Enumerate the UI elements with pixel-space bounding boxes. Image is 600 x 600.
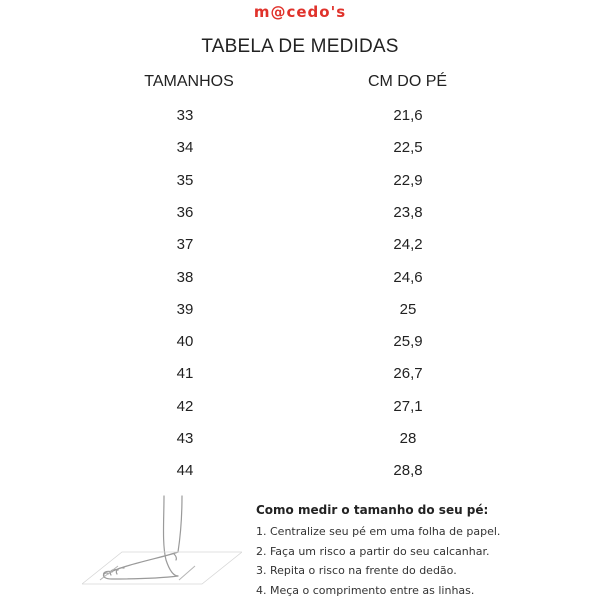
size-value: 34: [176, 139, 194, 157]
table-row: [0, 430, 600, 462]
cm-value: 21,6: [393, 107, 423, 124]
size-value: 35: [176, 171, 194, 189]
table-row: [0, 107, 600, 139]
table-row: [0, 398, 600, 430]
cm-value: 24,2: [393, 236, 423, 254]
table-row: [0, 269, 600, 301]
page-title: TABELA DE MEDIDAS: [201, 36, 399, 57]
size-value: 43: [176, 430, 194, 447]
size-value: 42: [176, 397, 194, 415]
foot-measure-icon: [82, 494, 242, 594]
instruction-step: 2. Faça um risco a partir do seu calcanhar.: [256, 544, 490, 558]
size-value: 44: [176, 462, 194, 480]
instructions-heading: Como medir o tamanho do seu pé:: [256, 503, 489, 517]
table-row: [0, 301, 600, 333]
table-row: [0, 462, 600, 494]
instruction-step: 3. Repita o risco na frente do dedão.: [256, 564, 457, 577]
instructions-steps: [256, 522, 596, 600]
cm-value: 28: [399, 430, 417, 447]
table-row: [0, 139, 600, 171]
cm-value: 24,6: [393, 268, 423, 286]
brand-logo: m@cedo's: [253, 3, 347, 21]
size-value: 38: [176, 268, 194, 286]
cm-value: 28,8: [393, 462, 423, 480]
table-row: [0, 236, 600, 268]
instruction-step: 4. Meça o comprimento entre as linhas.: [256, 583, 475, 597]
column-header-size: TAMANHOS: [144, 73, 234, 90]
cm-value: 22,9: [393, 171, 423, 189]
instruction-step: 1. Centralize seu pé em uma folha de papel.: [256, 525, 501, 538]
size-value: 37: [176, 236, 194, 254]
table-row: [0, 172, 600, 204]
table-row: [0, 365, 600, 397]
size-value: 33: [176, 107, 194, 124]
size-value: 36: [176, 203, 194, 221]
cm-value: 25: [399, 300, 417, 318]
cm-value: 25,9: [393, 333, 423, 351]
cm-value: 26,7: [393, 365, 423, 383]
size-value: 41: [176, 365, 194, 383]
size-value: 39: [176, 300, 194, 318]
table-row: [0, 333, 600, 365]
cm-value: 22,5: [393, 139, 423, 157]
measure-instructions: [256, 503, 596, 600]
cm-value: 27,1: [393, 397, 423, 415]
cm-value: 23,8: [393, 203, 423, 221]
table-row: [0, 204, 600, 236]
size-value: 40: [176, 333, 194, 351]
column-header-cm: CM DO PÉ: [367, 73, 448, 90]
